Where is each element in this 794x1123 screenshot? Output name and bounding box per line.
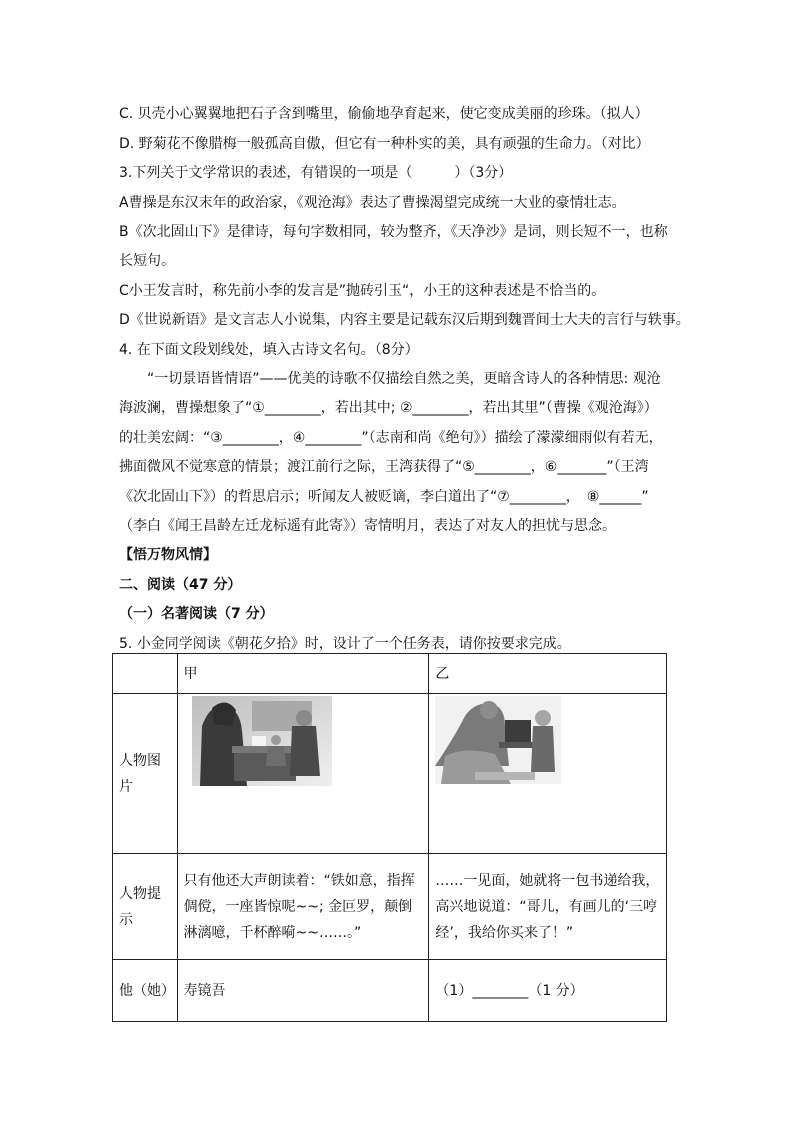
character-image-yi xyxy=(435,696,561,784)
table-row-hints xyxy=(113,854,667,960)
question-4-paragraph: 拂面微风不觉寒意的情景；渡江前行之际，王湾获得了“⑤________，⑥_______”（王湾 xyxy=(119,459,649,475)
character-image-jia xyxy=(192,696,332,786)
row-label: 他（她） xyxy=(113,960,178,1022)
option-d: D. 野菊花不像腊梅一般孤高自傲，但它有一种朴实的美，具有顽强的生命力。（对比） xyxy=(119,136,650,152)
table-row-who xyxy=(113,960,667,1022)
option-c: C. 贝壳小心翼翼地把石子含到嘴里，偷偷地孕育起来，使它变成美丽的珍珠。（拟人） xyxy=(119,106,649,122)
table-row-images xyxy=(113,694,667,854)
image-cell-jia xyxy=(177,694,429,854)
answer-cell-jia: 寿镜吾 xyxy=(177,960,429,1022)
question-3-stem: 3.下列关于文学常识的表述，有错误的一项是（ ）（3分） xyxy=(119,165,513,181)
table-header-row xyxy=(113,654,667,694)
question-4-stem: 4. 在下面文段划线处，填入古诗文名句。（8分） xyxy=(119,342,419,358)
question-4-paragraph: （李白《闻王昌龄左迁龙标遥有此寄》）寄情明月，表达了对友人的担忧与思念。 xyxy=(119,518,616,534)
question-3-option-b: B《次北固山下》是律诗，每句字数相同，较为整齐，《天净沙》是词，则长短不一，也称 xyxy=(119,224,668,240)
question-5-stem: 5. 小金同学阅读《朝花夕拾》时，设计了一个任务表，请你按要求完成。 xyxy=(119,636,571,652)
task-table xyxy=(112,653,667,1022)
hint-cell-jia: 只有他还大声朗读着：“铁如意，指挥倜傥，一座皆惊呢~~; 金叵罗，颠倒淋漓噫，千杯醉嗬~~……。” xyxy=(177,854,429,960)
question-3-option-c: C小王发言时，称先前小李的发言是”抛砖引玉“，小王的这种表述是不恰当的。 xyxy=(119,283,606,299)
question-3-option-b-cont: 长短句。 xyxy=(119,253,175,269)
answer-blank-yi[interactable]: （1）________（1 分） xyxy=(429,960,667,1022)
table-header-cell: 乙 xyxy=(429,654,667,694)
question-4-paragraph: 的壮美宏阔：“③________，④________”（志南和尚《绝句》）描绘了濛濛细雨似有若无， xyxy=(119,430,663,446)
row-label: 人物图片 xyxy=(113,694,178,854)
image-cell-yi xyxy=(429,694,667,854)
question-3-option-a: A曹操是东汉末年的政治家，《观沧海》表达了曹操渴望完成统一大业的豪情壮志。 xyxy=(119,195,626,211)
question-4-paragraph: “一切景语皆情语”——优美的诗歌不仅描绘自然之美，更暗含诗人的各种情思: 观沧 xyxy=(119,371,661,387)
row-label: 人物提示 xyxy=(113,854,178,960)
section-header: 【悟万物风情】 xyxy=(119,547,217,563)
question-4-paragraph: 《次北固山下》）的哲思启示；听闻友人被贬谪，李白道出了“⑦________， ⑧______” xyxy=(119,489,649,505)
part-2-title: 二、阅读（47 分） xyxy=(119,577,242,593)
question-4-paragraph: 海波澜，曹操想象了“①________，若出其中; ②________，若出其里”（曹操《观沧海》） xyxy=(119,400,658,416)
table-header-cell: 甲 xyxy=(177,654,429,694)
hint-cell-yi: ……一见面，她就将一包书递给我，高兴地说道：“哥儿，有画儿的‘三哼经’，我给你买来了！” xyxy=(429,854,667,960)
table-header-cell xyxy=(113,654,178,694)
subsection-1-title: （一）名著阅读（7 分） xyxy=(119,606,274,622)
question-3-option-d: D《世说新语》是文言志人小说集，内容主要是记载东汉后期到魏晋间士大夫的言行与轶事。 xyxy=(119,312,690,328)
